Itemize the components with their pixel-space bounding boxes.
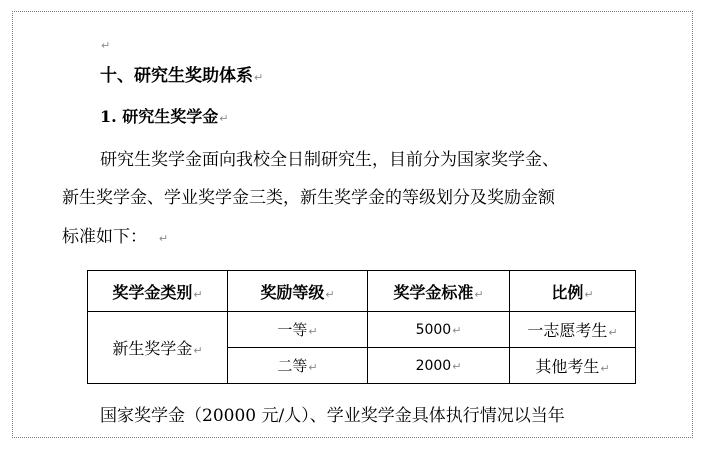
ratio-cell: 其他考生↵ <box>510 348 636 384</box>
cell-mark-icon: ↵ <box>193 344 203 357</box>
ratio-cell: 一志愿考生↵ <box>510 312 636 348</box>
subsection-heading-text: 1. 研究生奖学金 <box>100 107 219 126</box>
cell-mark-icon: ↵ <box>308 361 318 374</box>
intro-line-3-text: 标准如下： <box>62 227 147 247</box>
paragraph-mark-icon: ↵ <box>158 232 169 245</box>
subsection-heading <box>100 109 229 125</box>
amount-cell: 2000↵ <box>368 348 510 384</box>
level-cell: 一等↵ <box>228 312 368 348</box>
section-heading <box>100 68 263 85</box>
closing-line <box>100 408 565 425</box>
cell-mark-icon: ↵ <box>452 359 462 373</box>
cell-mark-icon: ↵ <box>474 287 484 301</box>
category-cell: 新生奖学金↵ <box>88 312 228 384</box>
cell-mark-icon: ↵ <box>452 323 462 337</box>
intro-line-2 <box>62 190 555 207</box>
empty-paragraph <box>100 36 110 52</box>
intro-line-1-text: 研究生奖学金面向我校全日制研究生，目前分为国家奖学金、 <box>100 150 559 170</box>
header-category: 奖学金类别↵ <box>88 271 228 312</box>
paragraph-mark-icon: ↵ <box>254 71 264 84</box>
cell-mark-icon: ↵ <box>193 287 203 301</box>
paragraph-mark-icon: ↵ <box>101 39 111 52</box>
cell-mark-icon: ↵ <box>608 326 618 339</box>
amount-cell: 5000↵ <box>368 312 510 348</box>
intro-line-3 <box>62 229 168 246</box>
cell-mark-icon: ↵ <box>600 362 610 375</box>
intro-line-1 <box>100 152 559 169</box>
table-row <box>88 312 636 348</box>
level-cell: 二等↵ <box>228 348 368 384</box>
header-amount: 奖学金标准↵ <box>368 271 510 312</box>
closing-line-text: 国家奖学金（20000 元/人）、学业奖学金具体执行情况以当年 <box>100 406 565 426</box>
header-ratio: 比例↵ <box>510 271 636 312</box>
table-header-row <box>88 271 636 312</box>
cell-mark-icon: ↵ <box>325 287 335 301</box>
header-level: 奖励等级↵ <box>228 271 368 312</box>
cell-mark-icon: ↵ <box>584 287 594 301</box>
intro-line-2-text: 新生奖学金、学业奖学金三类，新生奖学金的等级划分及奖励金额 <box>62 188 555 208</box>
paragraph-mark-icon: ↵ <box>219 112 229 125</box>
section-heading-text: 十、研究生奖助体系 <box>100 66 253 86</box>
cell-mark-icon: ↵ <box>308 325 318 338</box>
scholarship-table <box>87 270 636 384</box>
